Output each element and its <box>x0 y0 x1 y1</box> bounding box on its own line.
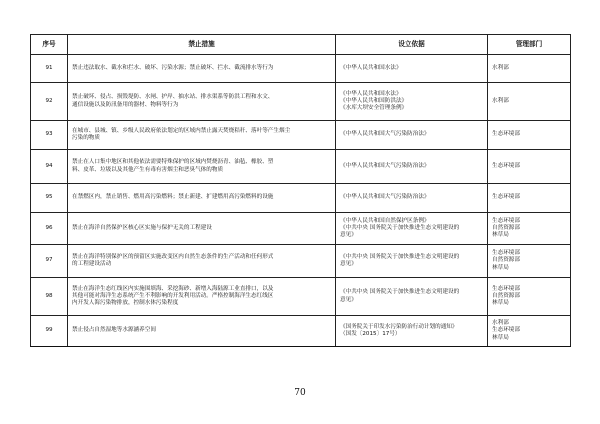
table-row <box>31 121 571 150</box>
measure-line: 禁止在人口集中地区和其他依法需要特殊保护的区域内焚烧沥青、油毡、橡胶、塑 <box>72 159 274 166</box>
dept-line: 自然资源部 <box>492 257 520 264</box>
dept-line: 林草局 <box>492 232 509 239</box>
row-basis <box>336 316 488 347</box>
dept-line: 林草局 <box>492 300 509 307</box>
table-row <box>31 184 571 213</box>
row-num: 99 <box>31 316 68 347</box>
row-dept <box>488 55 571 83</box>
measure-line: 禁止在海洋生态红线区内实施围填海、采挖海砂、新增入海陆源工业直排口，以及 <box>72 285 274 292</box>
dept-line: 林草局 <box>492 334 509 341</box>
measure-line: 禁止在海洋自然保护区核心区实施与保护无关的工程建设 <box>72 224 212 231</box>
basis-line: （国发〔2015〕17号） <box>340 331 401 337</box>
header-measure: 禁止措施 <box>68 35 336 55</box>
dept-line: 自然资源部 <box>492 224 520 231</box>
table-row <box>31 55 571 83</box>
row-measure <box>68 316 336 347</box>
row-num: 95 <box>31 184 68 213</box>
row-basis <box>336 278 488 316</box>
row-basis <box>336 83 488 121</box>
dept-line: 水利部 <box>492 64 509 71</box>
basis-line: 《中共中央 国务院关于加快推进生态文明建设的 <box>340 253 460 260</box>
row-num: 94 <box>31 150 68 184</box>
dept-line: 水利部 <box>492 97 509 104</box>
row-num: 96 <box>31 213 68 245</box>
basis-line: 《中华人民共和国自然保护区条例》 <box>340 217 430 224</box>
row-dept <box>488 278 571 316</box>
dept-line: 生态环境部 <box>492 285 520 292</box>
basis-line: 《国务院关于印发水污染防治行动计划的通知》 <box>340 323 458 330</box>
row-num: 91 <box>31 55 68 83</box>
measure-line: 禁止在海洋特别保护区的预留区实施改变区内自然生态条件的生产活动和任何形式 <box>72 253 274 260</box>
table-row <box>31 316 571 347</box>
row-measure <box>68 150 336 184</box>
row-measure <box>68 213 336 245</box>
row-basis <box>336 121 488 150</box>
dept-line: 林草局 <box>492 264 509 271</box>
basis-line: 《中华人民共和国大气污染防治法》 <box>340 131 430 138</box>
dept-line: 生态环境部 <box>492 327 520 334</box>
row-basis <box>336 55 488 83</box>
row-measure <box>68 121 336 150</box>
table-row <box>31 278 571 316</box>
dept-line: 生态环境部 <box>492 131 520 138</box>
measure-line: 禁止违法取水、截水和拦水、破坏、污染水源；禁止破坏、拦水、截流排水等行为 <box>72 64 274 71</box>
dept-line: 生态环境部 <box>492 250 520 257</box>
dept-line: 水利部 <box>492 320 509 327</box>
basis-line: 《水库大坝安全管理条例》 <box>340 105 408 112</box>
prohibition-measures-table <box>30 34 571 347</box>
row-measure <box>68 55 336 83</box>
measure-line: 内开发人海污染物排放，控制水体污染程度 <box>72 300 179 307</box>
page-number: 70 <box>294 388 306 398</box>
basis-line: 意见》 <box>340 261 357 267</box>
table-row <box>31 245 571 278</box>
basis-line: 《中华人民共和国大气污染防治法》 <box>340 162 430 169</box>
measure-line: 污染的物质 <box>72 135 100 141</box>
row-basis <box>336 184 488 213</box>
measure-line: 禁止侵占自然湿地等水源涵养空间 <box>72 327 156 334</box>
measure-line: 的工程建设活动 <box>72 261 112 267</box>
basis-line: 《中共中央 国务院关于加快推进生态文明建设的 <box>340 224 460 231</box>
table-row <box>31 150 571 184</box>
measure-line: 在城市、县城、镇、乡级人民政府依法划定的区域内禁止露天焚烧秸秆、落叶等产生烟尘 <box>72 127 291 134</box>
row-measure <box>68 245 336 278</box>
row-num: 97 <box>31 245 68 278</box>
row-num: 98 <box>31 278 68 316</box>
row-dept <box>488 245 571 278</box>
table-row <box>31 213 571 245</box>
row-measure <box>68 184 336 213</box>
dept-line: 自然资源部 <box>492 292 520 299</box>
row-dept <box>488 316 571 347</box>
table-header-row <box>31 35 571 55</box>
dept-line: 生态环境部 <box>492 194 520 201</box>
basis-line: 意见》 <box>340 232 357 239</box>
row-dept <box>488 83 571 121</box>
measure-line: 其他可能对海洋生态系统产生不利影响的开发利用活动。严格控制海洋生态红线区 <box>72 292 274 299</box>
row-measure <box>68 83 336 121</box>
row-measure <box>68 278 336 316</box>
basis-line: 《中华人民共和国水法》 <box>340 90 402 97</box>
basis-line: 《中华人民共和国大气污染防治法》 <box>340 194 430 201</box>
basis-line: 意见》 <box>340 296 357 303</box>
row-num: 93 <box>31 121 68 150</box>
measure-line: 禁止破坏、侵占、损毁堤防、水闸、护岸、抽水站、排水渠系等防洪工程和水文、 <box>72 94 274 101</box>
row-basis <box>336 245 488 278</box>
row-dept <box>488 121 571 150</box>
measure-line: 在禁燃区内，禁止销售、燃用高污染燃料；禁止新建、扩建燃用高污染燃料的设施 <box>72 194 274 201</box>
measure-line: 通信设施以及防汛备用的器材、物料等行为 <box>72 101 179 108</box>
dept-line: 生态环境部 <box>492 217 520 224</box>
row-basis <box>336 150 488 184</box>
header-dept: 管理部门 <box>488 35 571 55</box>
table-row <box>31 83 571 121</box>
header-basis: 设立依据 <box>336 35 488 55</box>
measure-line: 料、皮革、垃圾以及其他产生有毒有害烟尘和恶臭气体的物质 <box>72 166 224 173</box>
row-dept <box>488 150 571 184</box>
row-dept <box>488 213 571 245</box>
row-basis <box>336 213 488 245</box>
basis-line: 《中华人民共和国水法》 <box>340 64 402 71</box>
basis-line: 《中共中央 国务院关于加快推进生态文明建设的 <box>340 289 460 296</box>
row-dept <box>488 184 571 213</box>
dept-line: 生态环境部 <box>492 162 520 169</box>
basis-line: 《中华人民共和国防洪法》 <box>340 97 408 104</box>
row-num: 92 <box>31 83 68 121</box>
header-num: 序号 <box>31 35 68 55</box>
